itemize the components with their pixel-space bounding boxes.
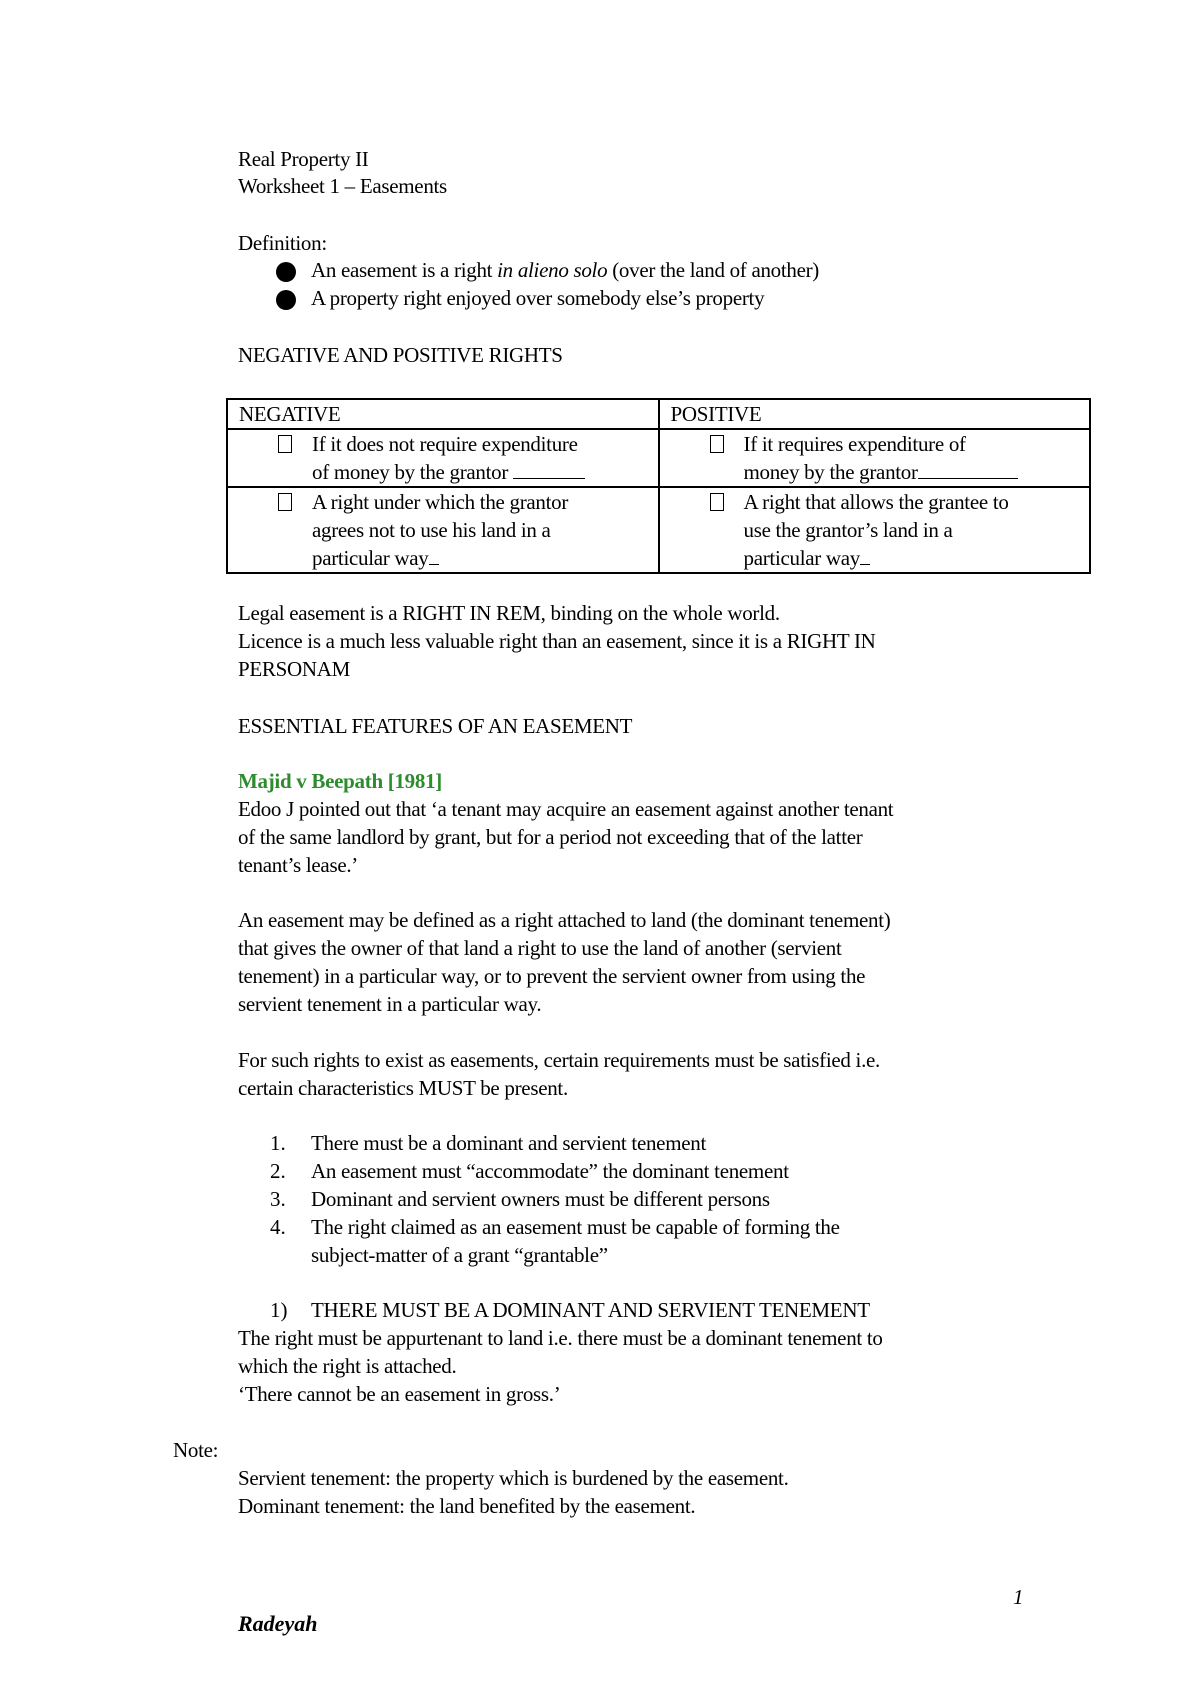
- checkbox-icon: [278, 493, 292, 511]
- course-title: Real Property II: [238, 147, 369, 171]
- features-heading: ESSENTIAL FEATURES OF AN EASEMENT: [238, 714, 633, 738]
- bullet-icon: [276, 290, 296, 310]
- para1-line-2: that gives the owner of that land a right to use the land of another (servient: [238, 936, 842, 960]
- positive-cell-2: A right that allows the grantee to use the grantor’s land in a particular way: [659, 487, 1091, 573]
- definition-label: Definition:: [238, 231, 327, 255]
- requirement-4-line-2: subject-matter of a grant “grantable”: [311, 1243, 608, 1267]
- para1-line-1: An easement may be defined as a right attached to land (the dominant tenement): [238, 908, 891, 932]
- legal-line-1: Legal easement is a RIGHT IN REM, binding on the whole world.: [238, 601, 780, 625]
- section-number: 1): [270, 1298, 288, 1322]
- para2-line-2: certain characteristics MUST be present.: [238, 1076, 568, 1100]
- section-heading: THERE MUST BE A DOMINANT AND SERVIENT TENEMENT: [311, 1298, 870, 1322]
- case-line-3: tenant’s lease.’: [238, 853, 358, 877]
- page-number: 1: [1013, 1585, 1024, 1609]
- case-line-2: of the same landlord by grant, but for a period not exceeding that of the latter: [238, 825, 863, 849]
- checkbox-icon: [710, 435, 724, 453]
- section-line-1: The right must be appurtenant to land i.e. there must be a dominant tenement to: [238, 1326, 883, 1350]
- legal-line-3: PERSONAM: [238, 657, 350, 681]
- author-name: Radeyah: [238, 1611, 318, 1636]
- positive-header: POSITIVE: [659, 399, 1091, 429]
- definition-bullet-1: An easement is a right in alieno solo (over the land of another): [311, 258, 820, 282]
- definition-bullet-2: A property right enjoyed over somebody else’s property: [311, 286, 765, 310]
- list-number: 3.: [270, 1187, 286, 1211]
- section-line-3: ‘There cannot be an easement in gross.’: [238, 1382, 561, 1406]
- note-line-1: Servient tenement: the property which is burdened by the easement.: [238, 1466, 789, 1490]
- requirement-2: An easement must “accommodate” the dominant tenement: [311, 1159, 789, 1183]
- para1-line-3: tenement) in a particular way, or to prevent the servient owner from using the: [238, 964, 866, 988]
- list-number: 4.: [270, 1215, 286, 1239]
- positive-cell-1: If it requires expenditure of money by the grantor: [659, 429, 1091, 487]
- list-number: 1.: [270, 1131, 286, 1155]
- rights-heading: NEGATIVE AND POSITIVE RIGHTS: [238, 343, 563, 367]
- negative-header: NEGATIVE: [227, 399, 659, 429]
- section-line-2: which the right is attached.: [238, 1354, 457, 1378]
- bullet-icon: [276, 262, 296, 282]
- negative-cell-2: A right under which the grantor agrees not to use his land in a particular way: [227, 487, 659, 573]
- case-line-1: Edoo J pointed out that ‘a tenant may acquire an easement against another tenant: [238, 797, 894, 821]
- note-label: Note:: [173, 1438, 219, 1462]
- para2-line-1: For such rights to exist as easements, certain requirements must be satisfied i.e.: [238, 1048, 880, 1072]
- list-number: 2.: [270, 1159, 286, 1183]
- para1-line-4: servient tenement in a particular way.: [238, 992, 542, 1016]
- rights-table: [226, 398, 1091, 574]
- checkbox-icon: [278, 435, 292, 453]
- note-line-2: Dominant tenement: the land benefited by the easement.: [238, 1494, 696, 1518]
- negative-cell-1: If it does not require expenditure of money by the grantor: [227, 429, 659, 487]
- requirement-1: There must be a dominant and servient tenement: [311, 1131, 706, 1155]
- requirement-4-line-1: The right claimed as an easement must be capable of forming the: [311, 1215, 840, 1239]
- worksheet-title: Worksheet 1 – Easements: [238, 174, 447, 198]
- legal-line-2: Licence is a much less valuable right than an easement, since it is a RIGHT IN: [238, 629, 876, 653]
- checkbox-icon: [710, 493, 724, 511]
- case-name: Majid v Beepath [1981]: [238, 769, 442, 793]
- requirement-3: Dominant and servient owners must be different persons: [311, 1187, 770, 1211]
